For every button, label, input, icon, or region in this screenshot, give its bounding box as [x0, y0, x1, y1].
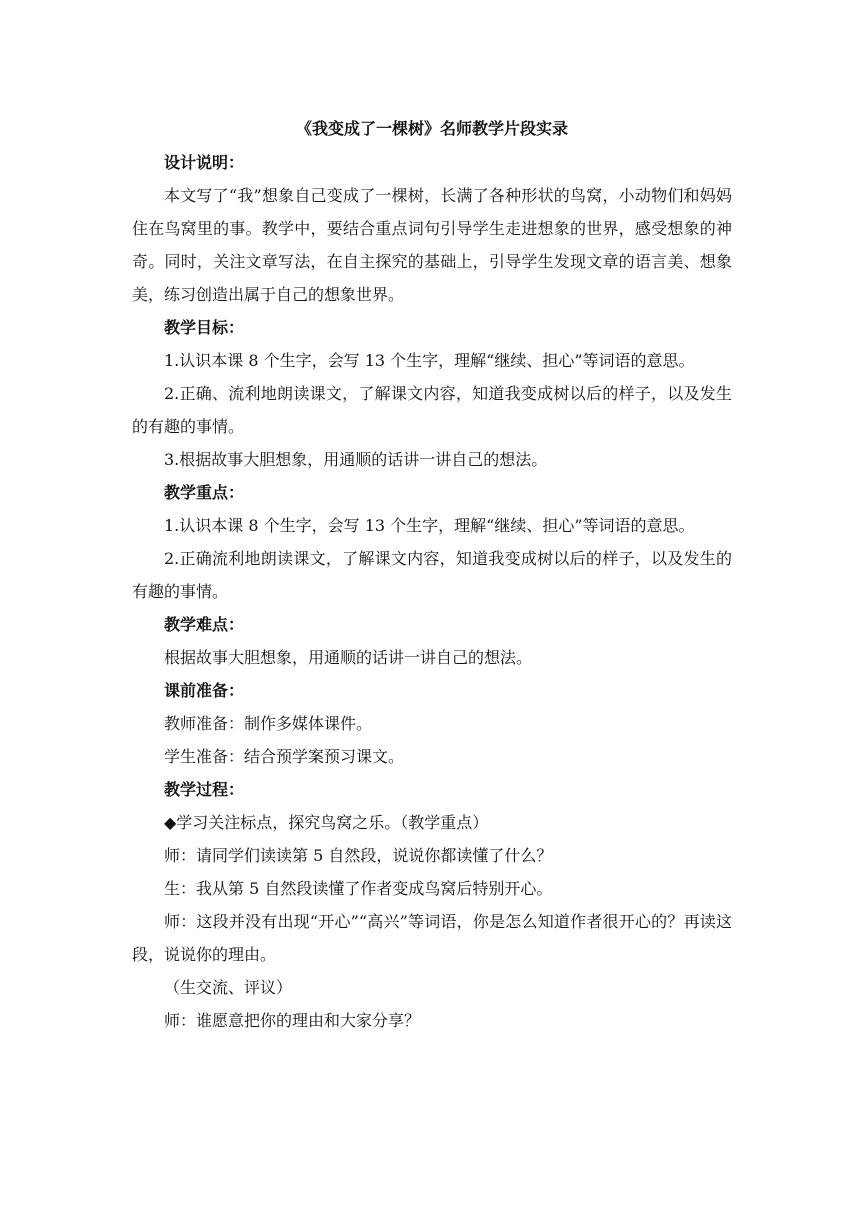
key-point-2: 2.正确流利地朗读课文，了解课文内容，知道我变成树以后的样子，以及发生的有趣的事情。 [132, 549, 732, 601]
goals-heading: 教学目标： [164, 318, 245, 337]
process-heading: 教学过程： [164, 780, 245, 799]
student-preparation: 学生准备：结合预学案预习课文。 [164, 747, 405, 766]
design-paragraph: 本文写了“我”想象自己变成了一棵树，长满了各种形状的鸟窝，小动物们和妈妈住在鸟窝里的事。教学中，要结合重点词句引导学生走进想象的世界，感受想象的神奇。同时，关注文章写法，在自主探究的基础上，引导学生发现文章的语言美、想象美，练习创造出属于自己的想象世界。 [132, 186, 732, 304]
process-step-1: ◆学习关注标点，探究鸟窝之乐。（教学重点） [164, 813, 489, 832]
design-heading: 设计说明： [164, 153, 245, 172]
document-body [132, 112, 732, 1037]
process-step-3: 生：我从第 5 自然段读懂了作者变成鸟窝后特别开心。 [164, 879, 553, 898]
process-step-5: （生交流、评议） [164, 978, 293, 997]
process-step-2: 师：请同学们读读第 5 自然段，说说你都读懂了什么？ [164, 846, 553, 865]
document-title: 《我变成了一棵树》名师教学片段实录 [295, 119, 568, 138]
teacher-preparation: 教师准备：制作多媒体课件。 [164, 714, 373, 733]
preparation-heading: 课前准备： [164, 681, 245, 700]
key-point-1: 1.认识本课 8 个生字，会写 13 个生字，理解“继续、担心”等词语的意思。 [164, 516, 695, 535]
process-step-6: 师：谁愿意把你的理由和大家分享？ [164, 1011, 421, 1030]
goal-item-2: 2.正确、流利地朗读课文，了解课文内容，知道我变成树以后的样子，以及发生的有趣的事情。 [132, 384, 732, 436]
difficult-point-text: 根据故事大胆想象，用通顺的话讲一讲自己的想法。 [164, 648, 533, 667]
goal-item-3: 3.根据故事大胆想象，用通顺的话讲一讲自己的想法。 [164, 450, 548, 469]
key-points-heading: 教学重点： [164, 483, 245, 502]
process-step-4: 师：这段并没有出现“开心”“高兴”等词语，你是怎么知道作者很开心的？再读这段，说说你的理由。 [132, 912, 732, 964]
difficult-points-heading: 教学难点： [164, 615, 245, 634]
goal-item-1: 1.认识本课 8 个生字，会写 13 个生字，理解“继续、担心”等词语的意思。 [164, 351, 695, 370]
